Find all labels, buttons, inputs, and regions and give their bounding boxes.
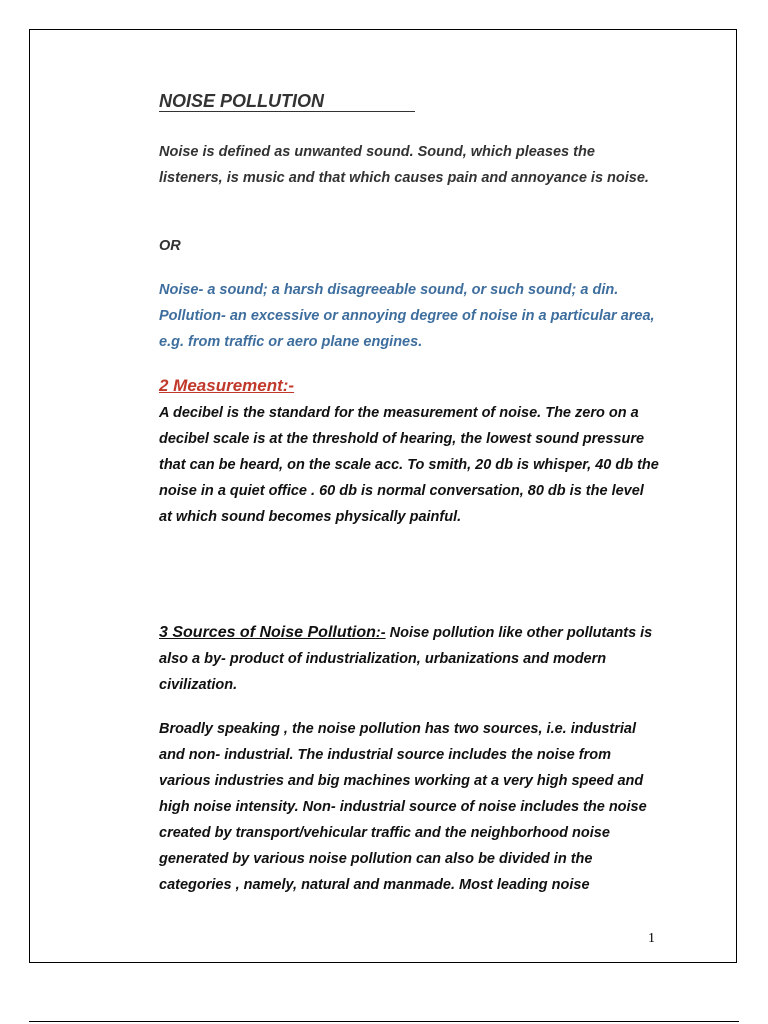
measurement-paragraph: A decibel is the standard for the measurement of noise. The zero on a decibel scale is at the threshold of hearing, the lowest sound pressure that can be heard, on the scale acc. To smith, 20 db is whisper, 40 db the noise in a quiet office . 60 db is normal conversation, 80 db is the level at which sound becomes physically painful.	[159, 405, 659, 525]
sources-heading: 3 Sources of Noise Pollution	[159, 624, 376, 641]
sources-separator: :-	[375, 625, 386, 641]
sources-paragraph: Broadly speaking , the noise pollution has two sources, i.e. industrial and non- industrial. The industrial source includes the noise from various industries and big machines working at a very high speed and high noise intensity. Non- industrial source of noise includes the noise created by transport/vehicular traffic and the neighborhood noise generated by various noise pollution can also be divided in the categories , namely, natural and manmade. Most leading noise	[159, 721, 647, 893]
or-text: OR	[159, 238, 181, 254]
alt-definition-pollution: Pollution- an excessive or annoying degree of noise in a particular area, e.g. from traffic or aero plane engines.	[159, 308, 655, 350]
page-number: 1	[648, 931, 655, 946]
sources-intro-text: Noise pollution like other pollutants is also a by- product of industrialization, urbanizations and modern civilization.	[159, 625, 653, 693]
measurement-heading: 2 Measurement:-	[159, 376, 295, 395]
alt-definition-noise: Noise- a sound; a harsh disagreeable sound, or such sound; a din.	[159, 282, 619, 298]
definition-paragraph: Noise is defined as unwanted sound. Sound, which pleases the listeners, is music and that which causes pain and annoyance is noise.	[159, 144, 649, 186]
next-page-border	[29, 1021, 739, 1022]
sources-intro-paragraph	[159, 620, 659, 698]
title-underline	[159, 111, 415, 112]
document-title: NOISE POLLUTION	[159, 91, 325, 111]
